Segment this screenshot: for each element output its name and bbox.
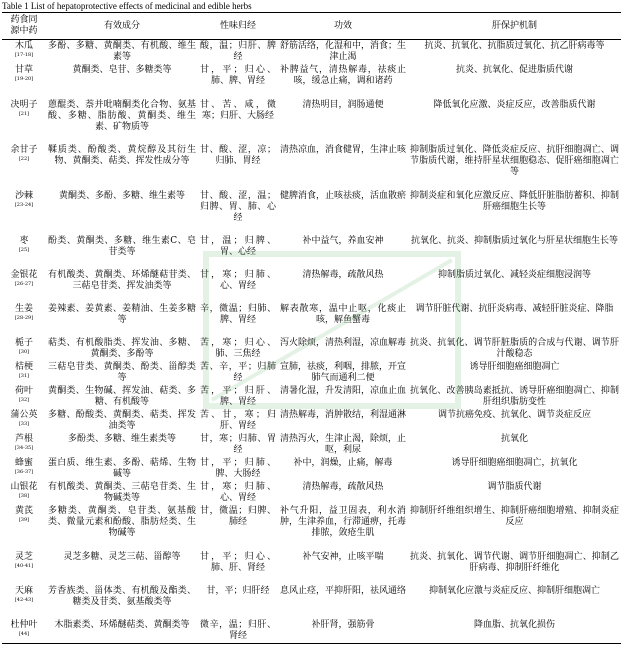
nature-cell: 苦、甘，寒；归肝、胃经	[200, 410, 276, 431]
reference-number: [33]	[18, 421, 30, 427]
nature-cell: 甘，微温；归脾、肺经	[200, 506, 276, 527]
mechanism-cell: 抑制肝纤维组织增生、抑制肝癌细胞增殖、抑制炎症反应	[410, 506, 619, 527]
components-cell: 姜辣素、姜黄素、姜精油、生姜多糖等	[48, 304, 196, 325]
mechanism-cell: 抗炎、抗氧化、调节代谢、调节肝细胞凋亡、抑制乙肝病毒、抑制肝纤维化	[410, 552, 619, 573]
effects-cell: 解表散寒，温中止呕，化痰止咳，解鱼蟹毒	[280, 304, 406, 325]
herb-cell	[2, 40, 46, 65]
table-row	[2, 385, 621, 409]
reference-number: [30]	[18, 349, 30, 355]
herb-cell	[2, 269, 46, 303]
herb-name: 山银花	[10, 482, 38, 492]
header-effects: 功效	[278, 13, 408, 40]
nature-cell: 甘，平；归心、肺、脾、胃经	[200, 65, 276, 86]
components-cell: 萜类、有机酸脂类、挥发油、多糖、黄酮类、多酚等	[48, 338, 196, 359]
mechanism-cell: 抗氧化、抗炎、抑制脂质过氧化与肝星状细胞生长等	[410, 236, 618, 246]
reference-number: [22]	[18, 156, 30, 162]
herb-name: 沙棘	[14, 191, 33, 201]
components-cell: 酚类、黄酮类、多糖、维生素C、皂苷类等	[48, 236, 196, 257]
nature-cell: 甘，平；归肝经	[206, 586, 270, 596]
herb-cell	[2, 409, 46, 433]
herb-cell	[2, 585, 46, 619]
effects-cell: 补中，润燥，止痛，解毒	[293, 458, 393, 468]
header-nature: 性味归经	[198, 13, 278, 40]
herb-cell	[2, 551, 46, 585]
nature-cell: 甘，寒；归肺、胃经	[200, 434, 276, 455]
effects-cell: 清热解毒，消肿散结，利湿通淋	[280, 410, 407, 420]
reference-number: [17-18]	[14, 52, 34, 58]
herb-cell	[2, 505, 46, 551]
components-cell: 多糖、酚酸类、黄酮类、萜类、挥发油类等	[48, 410, 196, 431]
reference-number: [44]	[18, 631, 30, 637]
effects-cell: 清热明目，润肠通便	[302, 100, 384, 110]
table-caption: Table 1 List of hepatoprotective effects of medicinal and edible herbs	[2, 1, 252, 11]
herb-cell	[2, 619, 46, 644]
mechanism-cell: 调节抗癌免疫、抗氧化、调节炎症反应	[437, 410, 591, 420]
effects-cell: 补中益气，养血安神	[302, 236, 384, 246]
nature-cell: 微辛，温；归肝、肾经	[198, 619, 278, 644]
effects-cell: 清热凉血，消食健胃，生津止咳	[280, 145, 407, 155]
nature-cell: 甘，平；归肺、脾、大肠经	[200, 458, 276, 479]
herb-cell	[2, 481, 46, 505]
mechanism-cell: 降低氧化应激、炎症反应，改善脂质代谢	[433, 100, 596, 110]
herb-name: 黄芪	[14, 506, 33, 516]
nature-cell: 甘、苦、咸，微寒；归肝、大肠经	[200, 100, 276, 121]
table-row	[2, 303, 621, 337]
herb-name: 灵芝	[14, 552, 33, 562]
herb-cell	[2, 235, 46, 269]
table-row	[2, 40, 621, 65]
nature-cell: 甘，寒；归肺、心、胃经	[200, 270, 276, 291]
mechanism-cell: 抑制氧化应激与炎症反应、抑制肝细胞凋亡	[428, 586, 600, 596]
hepatoprotective-table	[2, 12, 621, 644]
components-cell: 有机酸类、黄酮类、三萜皂苷类、生物碱类等	[48, 482, 196, 503]
mechanism-cell: 降血脂、抗氧化损伤	[408, 619, 621, 644]
table-row	[2, 144, 621, 190]
herb-cell	[2, 457, 46, 481]
herb-name: 蜂蜜	[14, 458, 33, 468]
components-cell: 灵芝多糖、灵芝三萜、甾醇等	[63, 552, 181, 562]
reference-number: [26-27]	[14, 281, 34, 287]
mechanism-cell: 抑制炎症和氧化应激反应、降低肝脏脂肪蓄积、抑制肝癌细胞生长等	[410, 191, 619, 212]
mechanism-cell: 抑制脂质过氧化、降低炎症反应、抗肝细胞凋亡、调节脂质代谢，维持肝星状细胞稳态、促肝癌细胞凋亡等	[410, 145, 619, 177]
effects-cell: 补肝肾，强筋骨	[278, 619, 408, 644]
nature-cell: 甘，寒；归肺、心、胃经	[200, 482, 276, 503]
reference-number: [34-35]	[14, 445, 34, 451]
effects-cell: 清热解毒，疏散风热	[302, 482, 384, 492]
herb-cell	[2, 64, 46, 99]
components-cell: 鞣质类、酚酸类、黄烷醇及其衍生物、黄酮类、萜类、挥发性成分等	[48, 145, 196, 166]
mechanism-cell: 抗炎、抗氧化、促进脂质代谢	[455, 65, 573, 75]
table-row	[2, 619, 621, 644]
herb-name: 蒲公英	[10, 410, 38, 420]
header-mechanism: 肝保护机制	[408, 13, 621, 40]
table-header-row	[2, 13, 621, 40]
components-cell: 木脂素类、环烯醚萜类、黄酮类等	[46, 619, 198, 644]
herb-cell	[2, 433, 46, 457]
herb-name: 甘草	[14, 65, 33, 75]
nature-cell: 辛，微温；归肺、脾、胃经	[200, 304, 276, 325]
herb-name: 荷叶	[14, 386, 33, 396]
effects-cell: 泻火除烦，清热利湿，凉血解毒	[280, 338, 407, 348]
mechanism-cell: 诱导肝细胞癌细胞凋亡	[469, 362, 560, 372]
components-cell: 黄酮类、生物碱、挥发油、萜类、多糖、有机酸等	[48, 386, 196, 407]
nature-cell: 甘、酸、涩，凉；归肺、胃经	[200, 145, 276, 166]
table-row	[2, 585, 621, 619]
herb-name: 木瓜	[14, 41, 33, 51]
components-cell: 黄酮类、多酚、多糖、维生素等	[58, 191, 185, 201]
herb-cell	[2, 99, 46, 144]
nature-cell: 甘，平；归心、肺、肝、肾经	[200, 552, 276, 573]
components-cell: 蛋白质、维生素、多酚、萜烯、生物碱等	[48, 458, 196, 479]
herb-name: 天麻	[14, 586, 33, 596]
table-row	[2, 457, 621, 481]
mechanism-cell: 调节脂质代谢	[487, 482, 542, 492]
herb-cell	[2, 385, 46, 409]
herb-name: 决明子	[10, 100, 38, 110]
effects-cell: 补脾益气，清热解毒，祛痰止咳，缓急止痛，调和诸药	[280, 65, 406, 86]
herb-name: 杜仲叶	[10, 620, 38, 630]
components-cell: 芳香族类、甾体类、有机酸及酯类、糖类及苷类、氨基酸类等	[48, 586, 196, 607]
table-row	[2, 190, 621, 235]
table-row	[2, 409, 621, 433]
document-page	[2, 0, 621, 657]
mechanism-cell: 抗炎、抗氧化、调节肝脏脂质的合成与代谢、调节肝汁酸稳态	[410, 338, 619, 359]
effects-cell: 健脾消食，止咳祛痰，活血散瘀	[280, 191, 407, 201]
reference-number: [23-24]	[14, 202, 34, 208]
header-components: 有效成分	[46, 13, 198, 40]
effects-cell: 补气升阳，益卫固表，利水消肿，生津养血，行滞通痹，托毒排脓，敛疮生肌	[280, 506, 407, 538]
herb-name: 栀子	[14, 338, 33, 348]
reference-number: [36-37]	[14, 469, 34, 475]
herb-name: 生姜	[14, 304, 33, 314]
components-cell: 多酚类、多糖、维生素类等	[67, 434, 176, 444]
effects-cell: 宣肺，祛痰，利咽，排脓，开宣肺气而通利二便	[280, 362, 407, 383]
reference-number: [25]	[18, 247, 30, 253]
table-row	[2, 269, 621, 303]
herb-name: 余甘子	[10, 145, 38, 155]
reference-number: [40-41]	[14, 563, 34, 569]
herb-cell	[2, 303, 46, 337]
table-row	[2, 505, 621, 551]
table-row	[2, 64, 621, 99]
reference-number: [19-20]	[14, 76, 34, 82]
header-herb: 药食同 源中药	[2, 13, 46, 40]
nature-cell: 苦，寒；归心、肺、三焦经	[200, 338, 276, 359]
nature-cell: 酸，温；归肝、脾经	[200, 41, 276, 62]
table-row	[2, 481, 621, 505]
reference-number: [38]	[18, 493, 30, 499]
reference-number: [32]	[18, 397, 30, 403]
components-cell: 有机酸类、黄酮类、环烯醚萜苷类、三萜皂苷类、挥发油类等	[48, 270, 196, 291]
nature-cell: 甘，温；归脾、胃、心经	[200, 236, 276, 257]
nature-cell: 苦、辛，平；归肺经	[200, 362, 276, 383]
herb-name: 金银花	[10, 270, 38, 280]
effects-cell: 补气安神，止咳平喘	[302, 552, 384, 562]
components-cell: 多糖类、黄酮类、皂苷类、氨基酸类、微量元素和酚酸、脂肪烃类、生物碱等	[48, 506, 196, 538]
components-cell: 黄酮类、皂苷、多糖类等	[72, 65, 172, 75]
herb-cell	[2, 361, 46, 385]
mechanism-cell: 抗氧化、改善胰岛素抵抗、诱导肝癌细胞凋亡、抑制肝组织脂肪变性	[410, 386, 619, 407]
mechanism-cell: 抗氧化	[500, 434, 528, 444]
table-row	[2, 361, 621, 385]
effects-cell: 息风止痉，平抑肝阳，祛风通络	[280, 586, 407, 596]
table-row	[2, 433, 621, 457]
table-row	[2, 99, 621, 144]
mechanism-cell: 诱导肝细胞癌细胞凋亡，抗氧化	[451, 458, 578, 468]
nature-cell: 甘、酸、涩，温；归脾、胃、肺、心经	[200, 191, 276, 223]
effects-cell: 舒筋活络，化湿和中，消食；生津止渴	[280, 41, 407, 62]
mechanism-cell: 抑制脂质过氧化、减轻炎症细胞浸润等	[437, 270, 591, 280]
effects-cell: 清热泻火，生津止渴，除烦，止呕，利尿	[280, 434, 407, 455]
reference-number: [42-43]	[14, 597, 34, 603]
components-cell: 蒽醌类、萘并吡喃酮类化合物、氨基酸、多糖、脂肪酸、黄酮类、维生素、矿物质等	[48, 100, 196, 132]
herb-name: 桔梗	[14, 362, 33, 372]
herb-name: 芦根	[14, 434, 33, 444]
effects-cell: 清暑化湿，升发清阳，凉血止血	[280, 386, 407, 396]
components-cell: 多酚、多糖、黄酮类、有机酸、维生素等	[48, 41, 196, 62]
reference-number: [39]	[18, 517, 30, 523]
reference-number: [21]	[18, 111, 30, 117]
components-cell: 三萜皂苷类、黄酮类、酚类、甾醇类等	[48, 362, 196, 383]
nature-cell: 苦，平；归肝、脾、胃经	[200, 386, 276, 407]
mechanism-cell: 抗炎、抗氧化、抗脂质过氧化、抗乙肝病毒等	[424, 41, 605, 51]
mechanism-cell: 调节肝脏代谢、抗肝炎病毒、减轻肝脏炎症、降脂	[415, 304, 614, 314]
effects-cell: 清热解毒，疏散风热	[302, 270, 384, 280]
herb-cell	[2, 337, 46, 361]
herb-cell	[2, 190, 46, 235]
herb-name: 枣	[19, 236, 29, 246]
reference-number: [28-29]	[14, 315, 34, 321]
herb-cell	[2, 144, 46, 190]
table-row	[2, 551, 621, 585]
table-row	[2, 235, 621, 269]
table-row	[2, 337, 621, 361]
reference-number: [31]	[18, 373, 30, 379]
